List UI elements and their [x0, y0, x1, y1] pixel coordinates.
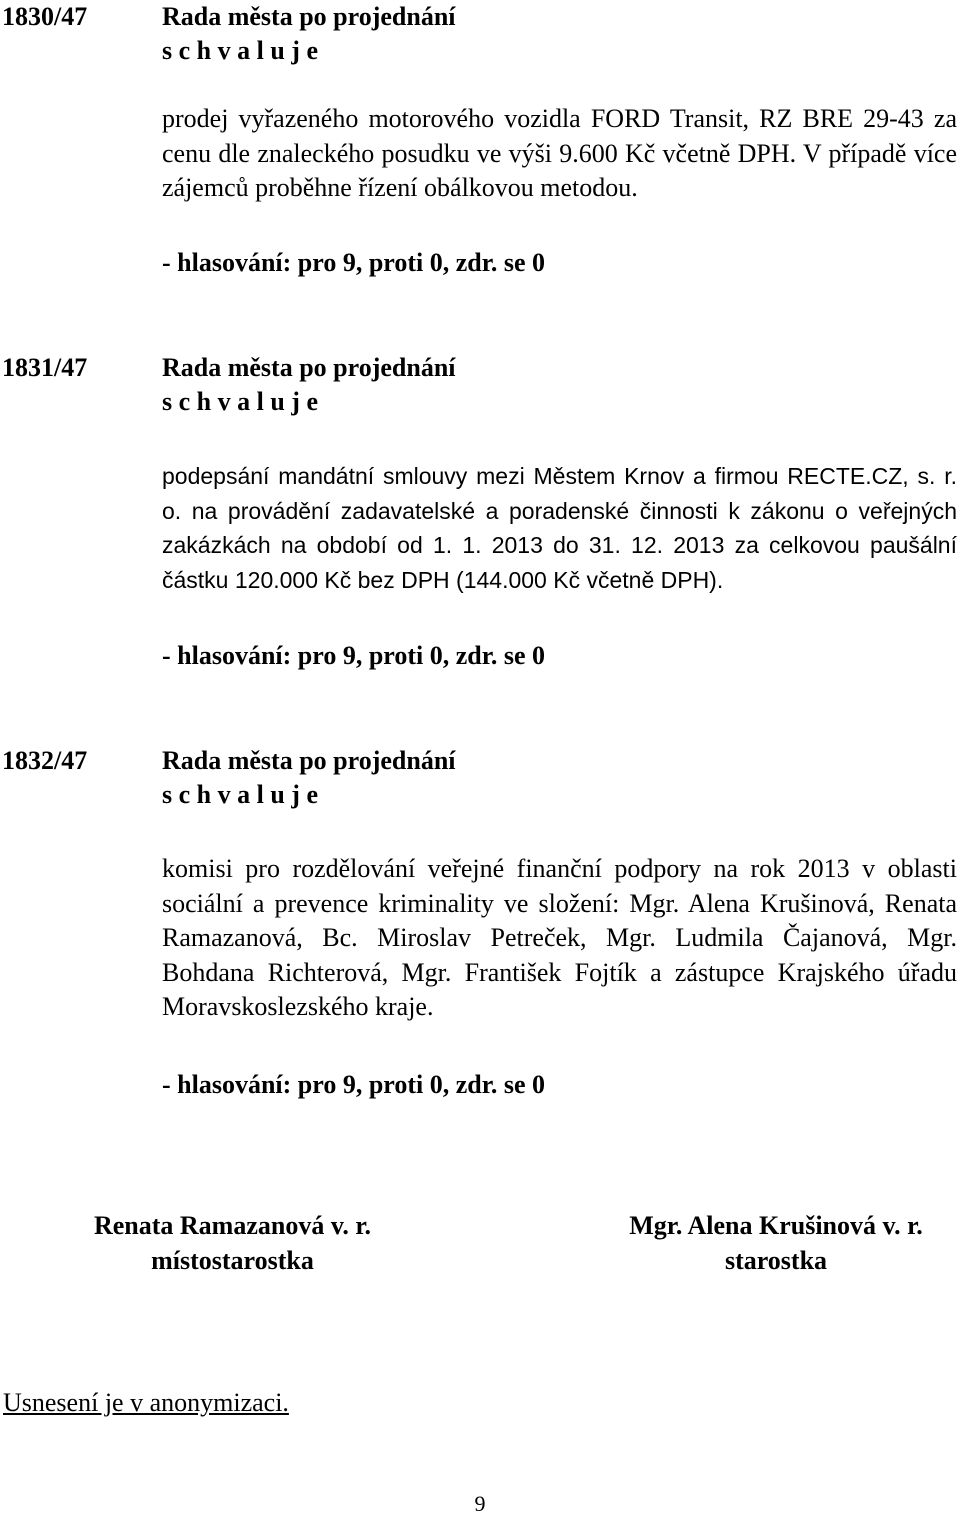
resolution-heading: Rada města po projednání: [162, 353, 456, 382]
resolution-heading: Rada města po projednání: [162, 746, 456, 775]
signature-name: Renata Ramazanová v. r.: [93, 1211, 372, 1240]
resolution-number: 1832/47: [2, 746, 88, 775]
signature-role: místostarostka: [151, 1246, 314, 1275]
page-number: 9: [474, 1491, 486, 1516]
signature-role: starostka: [724, 1246, 828, 1275]
resolution-vote: - hlasování: pro 9, proti 0, zdr. se 0: [162, 1070, 546, 1099]
resolution-verb: s c h v a l u j e: [162, 780, 318, 809]
resolution-number: 1831/47: [2, 353, 88, 382]
signature-name: Mgr. Alena Krušinová v. r.: [629, 1211, 923, 1240]
resolution-body: komisi pro rozdělování veřejné finanční podpory na rok 2013 v oblasti sociální a prevence kriminality ve složení: Mgr. Alena Krušinová, Renata Ramazanová, Bc. Miroslav Petreček, Mgr. Ludmila Čajanová, Mgr. Bohdana Richterová, Mgr. František Fojtík a zástupce Krajského úřadu Moravskoslezského kraje.: [162, 854, 957, 1021]
resolution-heading: Rada města po projednání: [162, 2, 456, 31]
resolution-verb: s c h v a l u j e: [162, 36, 318, 65]
signature-deputy-mayor: [60, 1208, 405, 1278]
resolution-number: 1830/47: [2, 2, 88, 31]
resolution-body: podepsání mandátní smlouvy mezi Městem Krnov a firmou RECTE.CZ, s. r. o. na provádění zadavatelské a poradenské činnosti k zákonu o veřejných zakázkách na období od 1. 1. 2013 do 31. 12. 2013 za celkovou paušální částku 120.000 Kč bez DPH (144.000 Kč včetně DPH).: [162, 463, 957, 593]
anonymization-note: Usnesení je v anonymizaci.: [3, 1388, 289, 1417]
resolution-body: prodej vyřazeného motorového vozidla FORD Transit, RZ BRE 29-43 za cenu dle znaleckého posudku ve výši 9.600 Kč včetně DPH. V případě více zájemců proběhne řízení obálkovou metodou.: [162, 104, 957, 202]
resolution-verb: s c h v a l u j e: [162, 387, 318, 416]
resolution-vote: - hlasování: pro 9, proti 0, zdr. se 0: [162, 641, 546, 670]
resolution-vote: - hlasování: pro 9, proti 0, zdr. se 0: [162, 248, 546, 277]
signature-mayor: [590, 1208, 960, 1278]
